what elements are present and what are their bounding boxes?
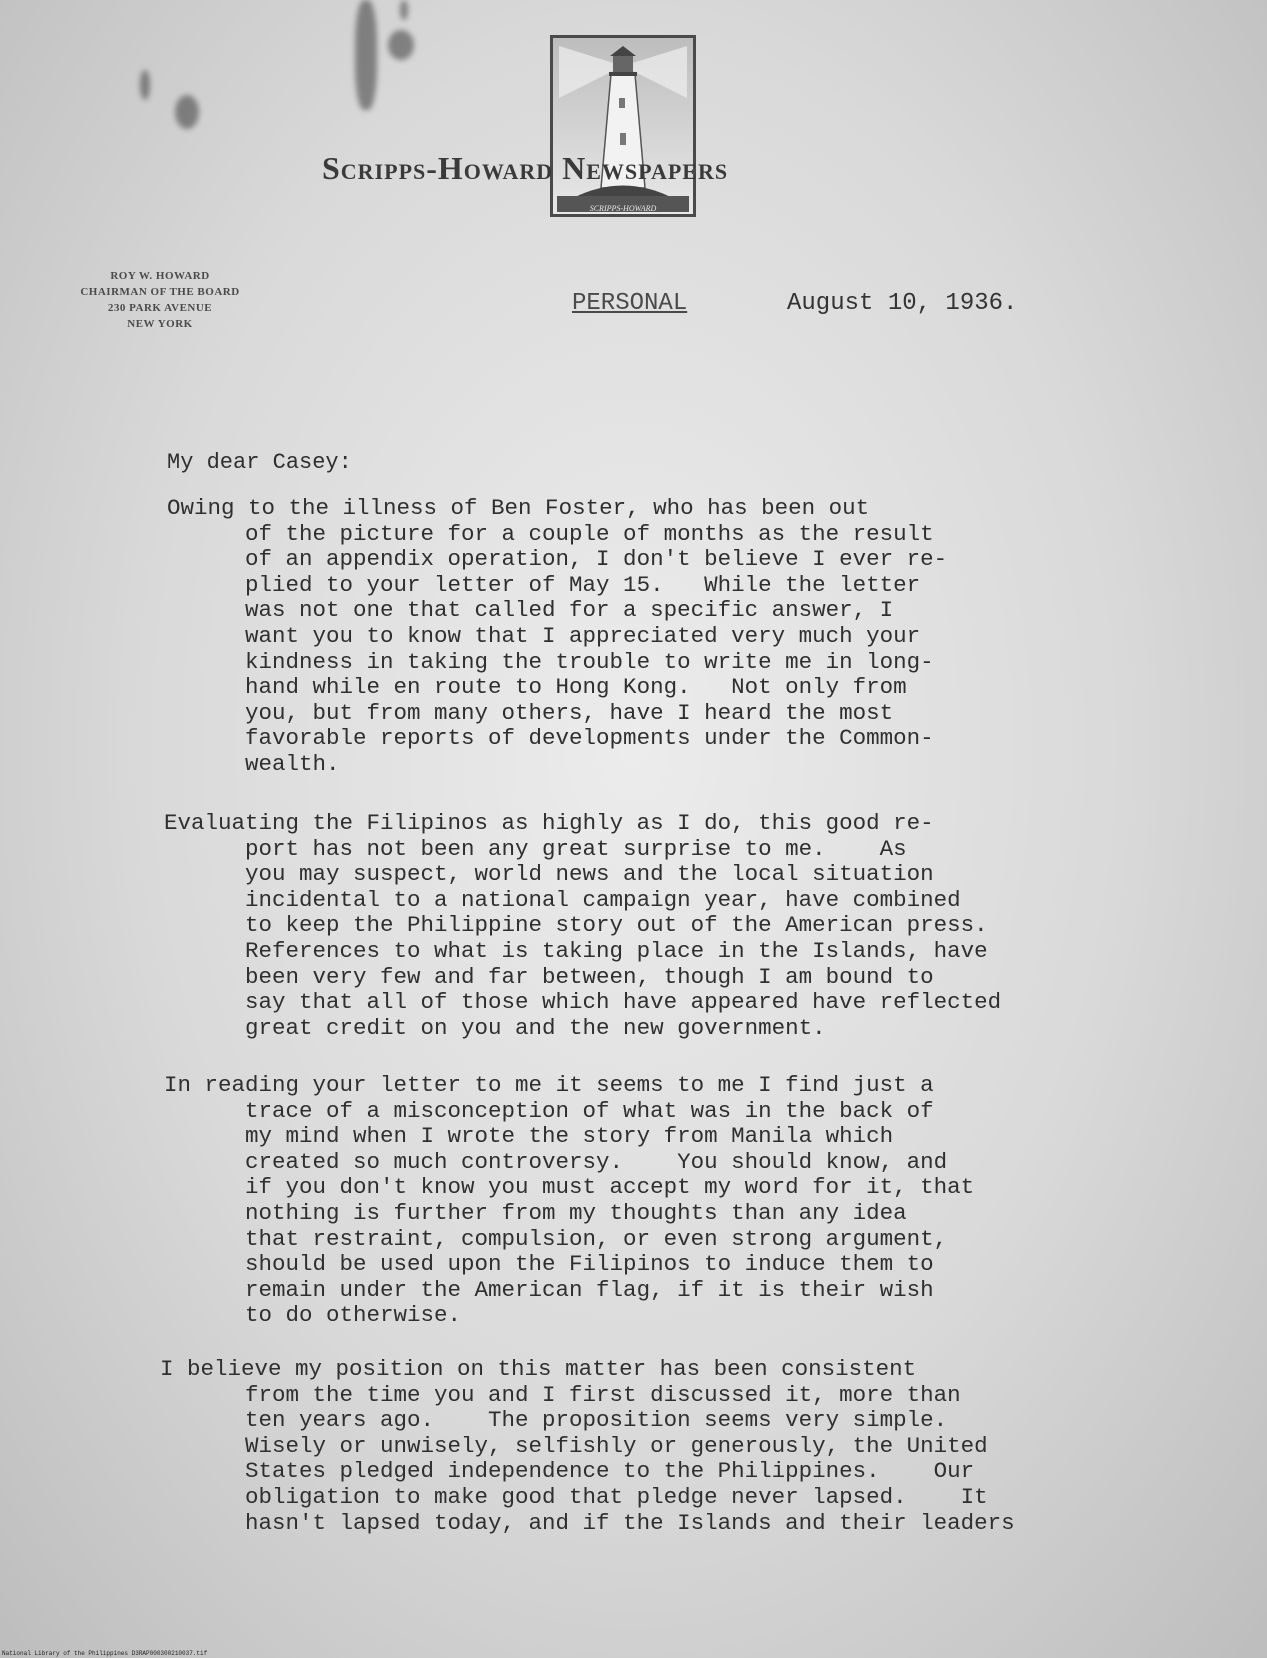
paragraph-3 (164, 1073, 974, 1329)
text-line: of the picture for a couple of months as the result (245, 520, 934, 547)
letter-date: August 10, 1936. (787, 290, 1018, 317)
archive-footer: National Library of the Philippines D3RAP000300210037.tif (2, 1650, 208, 1657)
paragraph-4 (160, 1357, 1015, 1536)
personal-marking: PERSONAL (572, 290, 688, 317)
salutation: My dear Casey: (167, 450, 352, 475)
text-line: References to what is taking place in the Islands, have (245, 937, 988, 964)
text-line: kindness in taking the trouble to write me in long- (245, 648, 934, 675)
text-line: should be used upon the Filipinos to induce them to (245, 1251, 934, 1278)
ink-smudge (388, 30, 414, 60)
lighthouse-logo (550, 35, 696, 217)
text-line: Evaluating the Filipinos as highly as I do, this good re- (164, 810, 934, 836)
text-line: want you to know that I appreciated very much your (245, 622, 921, 649)
text-line: was not one that called for a specific answer, I (245, 597, 894, 624)
paragraph-2 (164, 811, 1001, 1041)
text-line: port has not been any great surprise to me. As (245, 835, 907, 862)
text-line: wealth. (245, 750, 340, 777)
ink-smudge (175, 95, 199, 129)
sender-city: NEW YORK (127, 318, 193, 330)
text-line: plied to your letter of May 15. While the letter (245, 571, 921, 598)
logo-caption: SCRIPPS-HOWARD (589, 204, 657, 213)
text-line: that restraint, compulsion, or even strong argument, (245, 1225, 948, 1252)
sender-name: ROY W. HOWARD (110, 270, 210, 282)
text-line: if you don't know you must accept my word for it, that (245, 1174, 975, 1201)
text-line: my mind when I wrote the story from Manila which (245, 1123, 894, 1150)
text-line: to keep the Philippine story out of the American press. (245, 912, 988, 939)
text-line: trace of a misconception of what was in the back of (245, 1097, 934, 1124)
text-line: In reading your letter to me it seems to me I find just a (164, 1072, 934, 1098)
text-line: you may suspect, world news and the local situation (245, 861, 934, 888)
text-line: favorable reports of developments under the Common- (245, 725, 934, 752)
text-line: been very few and far between, though I am bound to (245, 963, 934, 990)
text-line: created so much controversy. You should know, and (245, 1148, 948, 1175)
ink-smudge (400, 0, 408, 20)
text-line: hand while en route to Hong Kong. Not only from (245, 674, 907, 701)
text-line: obligation to make good that pledge never lapsed. It (245, 1483, 988, 1510)
text-line: say that all of those which have appeared have reflected (245, 989, 1002, 1016)
text-line: to do otherwise. (245, 1302, 462, 1329)
text-line: nothing is further from my thoughts than any idea (245, 1199, 907, 1226)
text-line: of an appendix operation, I don't believe I ever re- (245, 546, 948, 573)
text-line: great credit on you and the new government. (245, 1014, 826, 1041)
company-name: Scripps-Howard Newspapers (322, 150, 729, 186)
text-line: hasn't lapsed today, and if the Islands and their leaders (245, 1509, 1015, 1536)
text-line: remain under the American flag, if it is their wish (245, 1276, 934, 1303)
ink-smudge (140, 70, 150, 100)
text-line: Owing to the illness of Ben Foster, who has been out (167, 495, 870, 521)
text-line: from the time you and I first discussed it, more than (245, 1381, 961, 1408)
sender-block (50, 268, 270, 332)
text-line: you, but from many others, have I heard the most (245, 699, 894, 726)
text-line: States pledged independence to the Philippines. Our (245, 1458, 975, 1485)
ink-smudge (355, 0, 377, 110)
text-line: ten years ago. The proposition seems very simple. (245, 1407, 948, 1434)
sender-title: CHAIRMAN OF THE BOARD (80, 286, 240, 298)
text-line: Wisely or unwisely, selfishly or generously, the United (245, 1432, 988, 1459)
sender-address: 230 PARK AVENUE (107, 302, 213, 314)
paragraph-1 (167, 496, 947, 778)
text-line: I believe my position on this matter has been consistent (160, 1356, 917, 1382)
text-line: incidental to a national campaign year, have combined (245, 886, 961, 913)
lighthouse-icon (553, 38, 693, 214)
